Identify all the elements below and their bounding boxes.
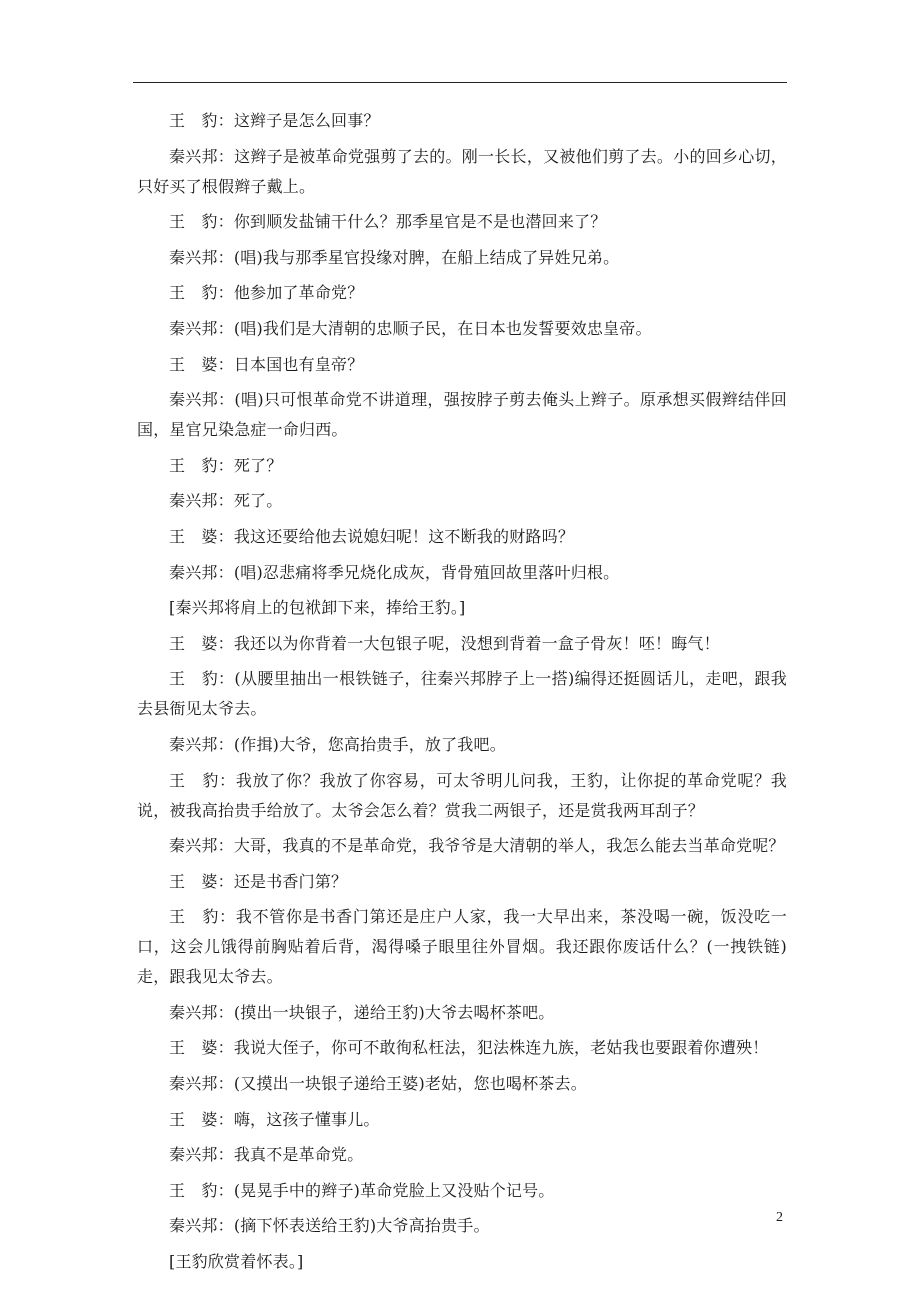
speaker-name: 秦兴邦： xyxy=(169,1216,234,1236)
dialogue-line xyxy=(137,243,787,273)
line-text: (唱)我与那季星官投缘对脾，在船上结成了异姓兄弟。 xyxy=(233,247,620,267)
line-text: 我真不是革命党。 xyxy=(233,1145,364,1165)
dialogue-line xyxy=(137,451,787,481)
dialogue-line xyxy=(137,142,787,202)
line-text: 他参加了革命党？ xyxy=(233,283,364,303)
speaker-name: 王 豹： xyxy=(169,212,234,232)
speaker-name: 王 婆： xyxy=(169,1038,234,1058)
line-text: (作揖)大爷，您高抬贵手，放了我吧。 xyxy=(233,734,506,754)
dialogue-line xyxy=(137,522,787,552)
speaker-name: 王 豹： xyxy=(169,1180,234,1200)
line-text: 你到顺发盐铺干什么？那季星官是不是也潜回来了？ xyxy=(233,212,607,232)
dialogue-line xyxy=(137,207,787,237)
line-text: [王豹欣赏着怀表。] xyxy=(169,1252,304,1272)
speaker-name: 秦兴邦： xyxy=(169,247,234,267)
dialogue-line xyxy=(137,278,787,308)
dialogue-line xyxy=(137,1033,787,1063)
dialogue-line xyxy=(137,314,787,344)
line-text: (摘下怀表送给王豹)大爷高抬贵手。 xyxy=(233,1216,490,1236)
line-text: 死了？ xyxy=(233,455,283,475)
dialogue-line xyxy=(137,730,787,760)
line-text: 还是书香门第？ xyxy=(233,871,348,891)
line-text: 嗨，这孩子懂事儿。 xyxy=(233,1109,380,1129)
speaker-name: 王 豹： xyxy=(169,669,235,689)
line-text: 日本国也有皇帝？ xyxy=(233,354,364,374)
speaker-name: 王 豹： xyxy=(169,770,236,790)
dialogue-line xyxy=(137,629,787,659)
line-text: 这辫子是怎么回事？ xyxy=(233,111,380,130)
stage-direction xyxy=(137,593,787,623)
speaker-name: 王 豹： xyxy=(169,111,234,130)
line-text: (摸出一块银子，递给王豹)大爷去喝杯茶吧。 xyxy=(233,1002,555,1022)
dialogue-line xyxy=(137,558,787,588)
speaker-name: 王 豹： xyxy=(169,283,234,303)
line-text: 死了。 xyxy=(233,491,283,511)
script-body xyxy=(137,106,787,1283)
dialogue-line xyxy=(137,1069,787,1099)
line-text: (唱)我们是大清朝的忠顺子民，在日本也发誓要效忠皇帝。 xyxy=(233,318,652,338)
page-number: 2 xyxy=(776,1210,783,1225)
line-text: (从腰里抽出一根铁链子，往秦兴邦脖子上一搭)编得还挺圆话儿，走吧，跟我去县衙见太爷去。 xyxy=(137,669,787,719)
speaker-name: 秦兴邦： xyxy=(169,836,234,856)
speaker-name: 王 豹： xyxy=(169,455,234,475)
speaker-name: 秦兴邦： xyxy=(169,1074,234,1094)
line-text: (晃晃手中的辫子)革命党脸上又没贴个记号。 xyxy=(233,1180,555,1200)
speaker-name: 秦兴邦： xyxy=(169,390,235,410)
line-text: (唱)只可恨革命党不讲道理，强按脖子剪去俺头上辫子。原承想买假辫结伴回国，星官兄染急症一命归西。 xyxy=(137,390,787,440)
line-text: 我放了你？我放了你容易，可太爷明儿问我，王豹，让你捉的革命党呢？我说，被我高抬贵手给放了。太爷会怎么着？赏我二两银子，还是赏我两耳刮子？ xyxy=(137,770,787,820)
dialogue-line xyxy=(137,1211,787,1241)
dialogue-line xyxy=(137,1105,787,1135)
stage-direction xyxy=(137,1247,787,1277)
speaker-name: 秦兴邦： xyxy=(169,146,235,166)
dialogue-line xyxy=(137,486,787,516)
dialogue-line xyxy=(137,1140,787,1170)
dialogue-line xyxy=(137,385,787,445)
speaker-name: 秦兴邦： xyxy=(169,1145,234,1165)
speaker-name: 王 婆： xyxy=(169,1109,234,1129)
dialogue-line xyxy=(137,902,787,992)
line-text: 我这还要给他去说媳妇呢！这不断我的财路吗？ xyxy=(233,526,575,546)
line-text: 大哥，我真的不是革命党，我爷爷是大清朝的举人，我怎么能去当革命党呢？ xyxy=(233,836,785,856)
line-text: 我不管你是书香门第还是庄户人家，我一大早出来，茶没喝一碗，饭没吃一口，这会儿饿得前胸贴着后背，渴得嗓子眼里往外冒烟。我还跟你废话什么？(一拽铁链)走，跟我见太爷去。 xyxy=(137,907,787,987)
dialogue-line xyxy=(137,831,787,861)
speaker-name: 王 豹： xyxy=(169,907,236,927)
speaker-name: 王 婆： xyxy=(169,526,234,546)
header-rule xyxy=(133,82,787,83)
speaker-name: 秦兴邦： xyxy=(169,562,234,582)
dialogue-line xyxy=(137,766,787,826)
dialogue-line xyxy=(137,998,787,1028)
dialogue-line xyxy=(137,1176,787,1206)
dialogue-line xyxy=(137,867,787,897)
speaker-name: 王 婆： xyxy=(169,633,234,653)
dialogue-line xyxy=(137,664,787,724)
speaker-name: 秦兴邦： xyxy=(169,734,234,754)
speaker-name: 王 婆： xyxy=(169,354,234,374)
speaker-name: 王 婆： xyxy=(169,871,234,891)
dialogue-line xyxy=(137,350,787,380)
line-text: 我说大侄子，你可不敢徇私枉法，犯法株连九族，老姑我也要跟着你遭殃！ xyxy=(233,1038,769,1058)
line-text: 这辫子是被革命党强剪了去的。刚一长长，又被他们剪了去。小的回乡心切，只好买了根假辫子戴上。 xyxy=(137,146,787,196)
line-text: (又摸出一块银子递给王婆)老姑，您也喝杯茶去。 xyxy=(233,1074,587,1094)
speaker-name: 秦兴邦： xyxy=(169,491,234,511)
line-text: (唱)忍悲痛将季兄烧化成灰，背骨殖回故里落叶归根。 xyxy=(233,562,620,582)
line-text: [秦兴邦将肩上的包袱卸下来，捧给王豹。] xyxy=(169,598,466,618)
speaker-name: 秦兴邦： xyxy=(169,1002,234,1022)
line-text: 我还以为你背着一大包银子呢，没想到背着一盒子骨灰！呸！晦气！ xyxy=(233,633,720,653)
speaker-name: 秦兴邦： xyxy=(169,318,234,338)
dialogue-line xyxy=(137,106,787,136)
